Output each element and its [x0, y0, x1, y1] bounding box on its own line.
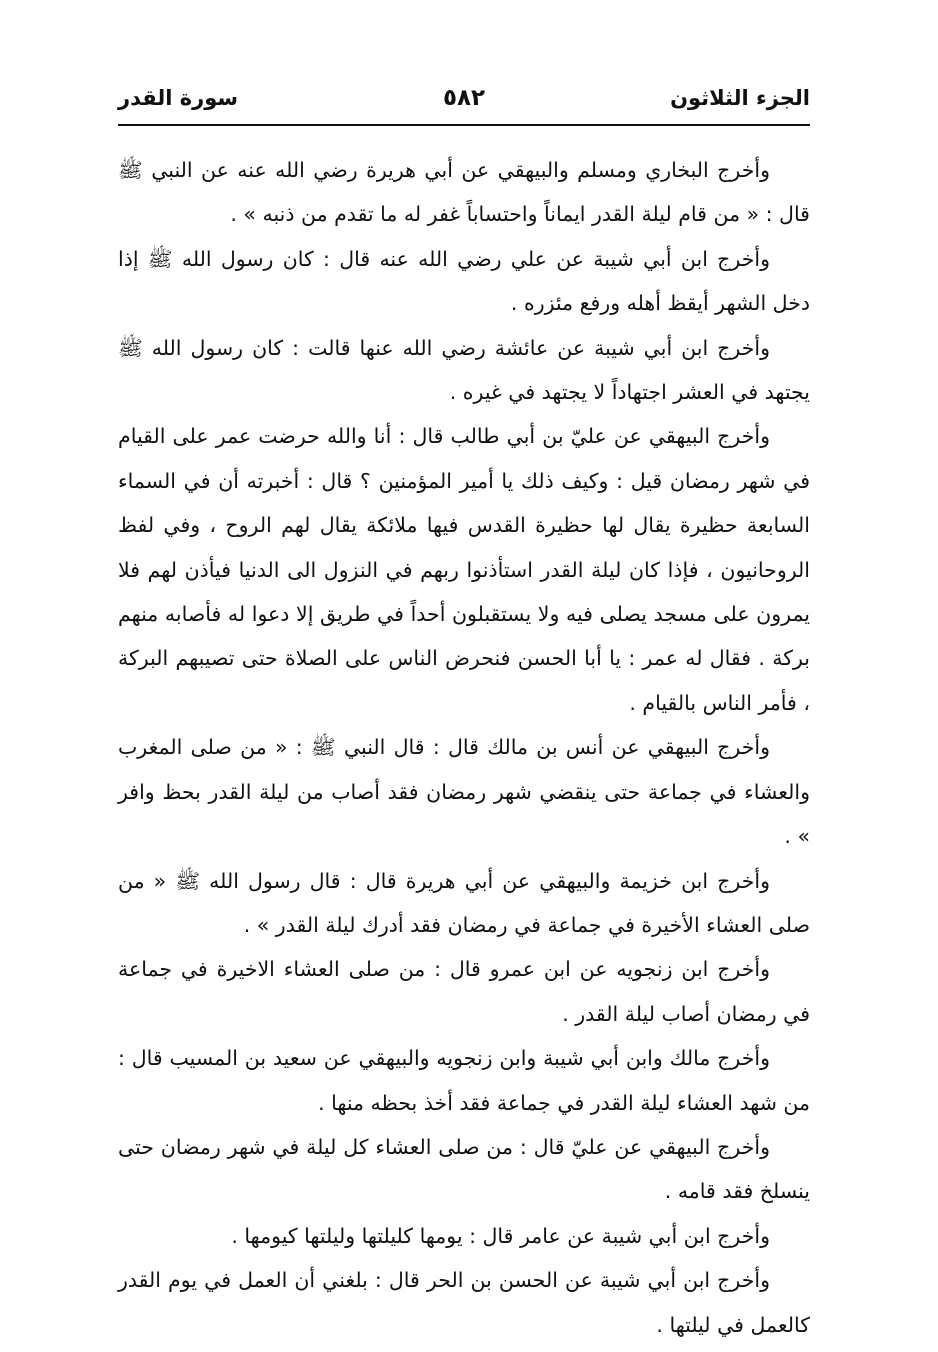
- paragraph: وأخرج البيهقي عن عليّ بن أبي طالب قال : أنا والله حرضت عمر على القيام في شهر رمضان قيل : وكيف ذلك يا أمير المؤمنين ؟ قال : أخبرته أن في السماء السابعة حظيرة يقال لها حظيرة القدس فيها ملائكة يقال لهم الروح ، وفي لفظ الروحانيون ، فإذا كان ليلة القدر استأذنوا ربهم في النزول الى الدنيا فيأذن لهم فلا يمرون على مسجد يصلى فيه ولا يستقبلون أحداً في طريق إلا دعوا له فأصابه منهم بركة . فقال له عمر : يا أبا الحسن فنحرض الناس على الصلاة حتى تصيبهم البركة ، فأمر الناس بالقيام .: [118, 424, 810, 715]
- paragraph: وأخرج ابن أبي شيبة عن عائشة رضي الله عنها قالت : كان رسول الله ﷺ يجتهد في العشر اجتهاداً لا يجتهد في غيره .: [118, 335, 810, 405]
- paragraph: وأخرج ابن زنجويه عن ابن عمرو قال : من صلى العشاء الاخيرة في جماعة في رمضان أصاب ليلة القدر .: [118, 957, 810, 1026]
- running-header: [118, 80, 810, 120]
- paragraph: وأخرج ابن أبي شيبة عن علي رضي الله عنه قال : كان رسول الله ﷺ إذا دخل الشهر أيقظ أهله ورفع مئزره .: [118, 246, 810, 316]
- part-title: الجزء الثلاثون: [670, 86, 810, 110]
- paragraph: وأخرج ابن أبي شيبة عن عامر قال : يومها كليلتها وليلتها كيومها .: [231, 1223, 770, 1248]
- paragraph: وأخرج ابن خزيمة والبيهقي عن أبي هريرة قال : قال رسول الله ﷺ « من صلى العشاء الأخيرة في جماعة في رمضان فقد أدرك ليلة القدر » .: [118, 868, 810, 937]
- paragraph: وأخرج مالك وابن أبي شيبة وابن زنجويه والبيهقي عن سعيد بن المسيب قال : من شهد العشاء ليلة القدر في جماعة فقد أخذ بحظه منها .: [118, 1046, 810, 1115]
- body-text: [118, 148, 810, 1347]
- paragraph: وأخرج البيهقي عن عليّ قال : من صلى العشاء كل ليلة في شهر رمضان حتى ينسلخ فقد قامه .: [118, 1134, 810, 1204]
- paragraph: وأخرج البيهقي عن أنس بن مالك قال : قال النبي ﷺ : « من صلى المغرب والعشاء في جماعة حتى ينقضي شهر رمضان فقد أصاب من ليلة القدر بحظ وافر » .: [118, 735, 810, 849]
- paragraph: وأخرج البخاري ومسلم والبيهقي عن أبي هريرة رضي الله عنه عن النبي ﷺ قال : « من قام ليلة القدر ايماناً واحتساباً غفر له ما تقدم من ذنبه » .: [118, 158, 810, 227]
- page-number: ٥٨٢: [442, 85, 486, 111]
- header-divider: [118, 124, 810, 126]
- paragraph: وأخرج ابن أبي شيبة عن الحسن بن الحر قال : بلغني أن العمل في يوم القدر كالعمل في ليلتها .: [118, 1268, 810, 1337]
- surah-title: سورة القدر: [118, 86, 239, 110]
